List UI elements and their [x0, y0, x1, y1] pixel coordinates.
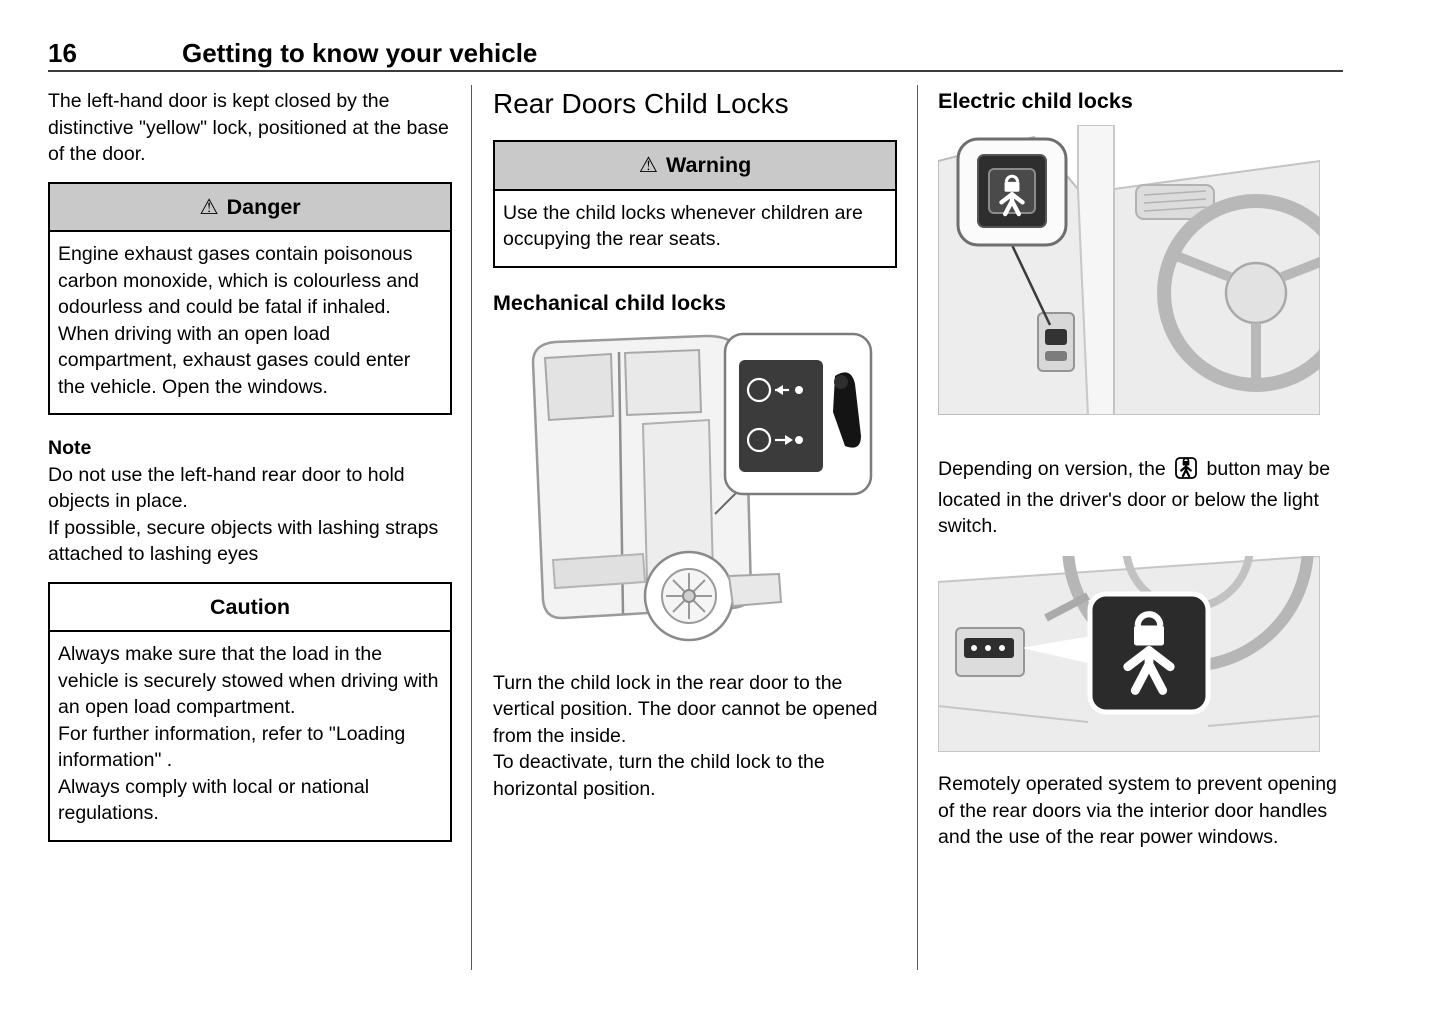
electric-child-locks-paragraph-2: Remotely operated system to prevent opening of the rear doors via the interior door handles and the use of the rear power windows.: [938, 773, 1337, 848]
column-divider-left: [471, 85, 472, 970]
section-heading-rear-doors-child-locks: Rear Doors Child Locks: [493, 88, 789, 119]
column-divider-right: [917, 85, 918, 970]
mechanical-child-locks-paragraph-2: To deactivate, turn the child lock to the horizontal position.: [493, 751, 825, 800]
warning-triangle-icon: ⚠: [638, 153, 659, 177]
caution-box-header: [50, 584, 450, 633]
note-title: Note: [48, 437, 92, 459]
intro-paragraph: The left-hand door is kept closed by the distinctive "yellow" lock, positioned at the base of the door.: [48, 90, 449, 165]
paragraph-text-before-icon: Depending on version, the: [938, 458, 1166, 480]
sub-heading-mechanical-child-locks: Mechanical child locks: [493, 290, 727, 315]
dashboard-child-lock-illustration: [938, 556, 1320, 752]
page-title: Getting to know your vehicle: [182, 38, 538, 68]
caution-box-body: [50, 632, 450, 840]
warning-triangle-icon: ⚠: [199, 194, 219, 219]
danger-box-header: [50, 184, 450, 233]
caution-box: [48, 582, 452, 842]
warning-paragraph: Use the child locks whenever children are occupying the rear seats.: [503, 201, 863, 250]
caution-title: Caution: [209, 594, 291, 619]
electric-child-locks-figure-1: [938, 125, 1342, 423]
electric-child-locks-paragraph-1: [938, 456, 1342, 540]
mechanical-child-locks-paragraph-1: Turn the child lock in the rear door to the vertical position. The door cannot be opened from the inside.: [493, 671, 878, 747]
electric-child-locks-figure-2: [938, 556, 1342, 760]
caution-paragraph-2: For further information, refer to "Loading information" .: [58, 722, 406, 771]
van-rear-door-illustration: [493, 324, 879, 646]
danger-paragraph-2: When driving with an open load compartment, exhaust gases could enter the vehicle. Open the windows.: [58, 322, 411, 398]
column-left: [48, 88, 452, 842]
sub-heading-electric-child-locks: Electric child locks: [938, 89, 1133, 113]
caution-paragraph-1: Always make sure that the load in the vehicle is securely stowed when driving with an open load compartment.: [58, 643, 439, 718]
column-right: [938, 88, 1342, 851]
caution-paragraph-3: Always comply with local or national regulations.: [58, 775, 370, 824]
danger-box: [48, 182, 452, 416]
child-lock-button-icon: [1175, 457, 1197, 487]
paragraph-text-after-icon: button may be located in the driver's door or below the light switch.: [938, 458, 1331, 537]
warning-box: [493, 140, 897, 268]
danger-box-body: [50, 232, 450, 413]
warning-box-header: [495, 142, 895, 191]
warning-box-body: [495, 191, 895, 266]
driver-door-button-illustration: [938, 125, 1320, 415]
warning-title: Warning: [666, 153, 752, 177]
danger-paragraph-1: Engine exhaust gases contain poisonous carbon monoxide, which is colourless and odourless and could be fatal if inhaled.: [58, 243, 419, 318]
note-paragraph-1: Do not use the left-hand rear door to hold objects in place.: [48, 463, 405, 512]
page-number: 16: [48, 38, 77, 68]
mechanical-child-locks-figure: [493, 324, 897, 654]
column-middle: [493, 88, 897, 802]
note-paragraph-2: If possible, secure objects with lashing straps attached to lashing eyes: [48, 516, 439, 565]
danger-title: Danger: [226, 194, 301, 219]
header-rule: [48, 70, 1343, 72]
